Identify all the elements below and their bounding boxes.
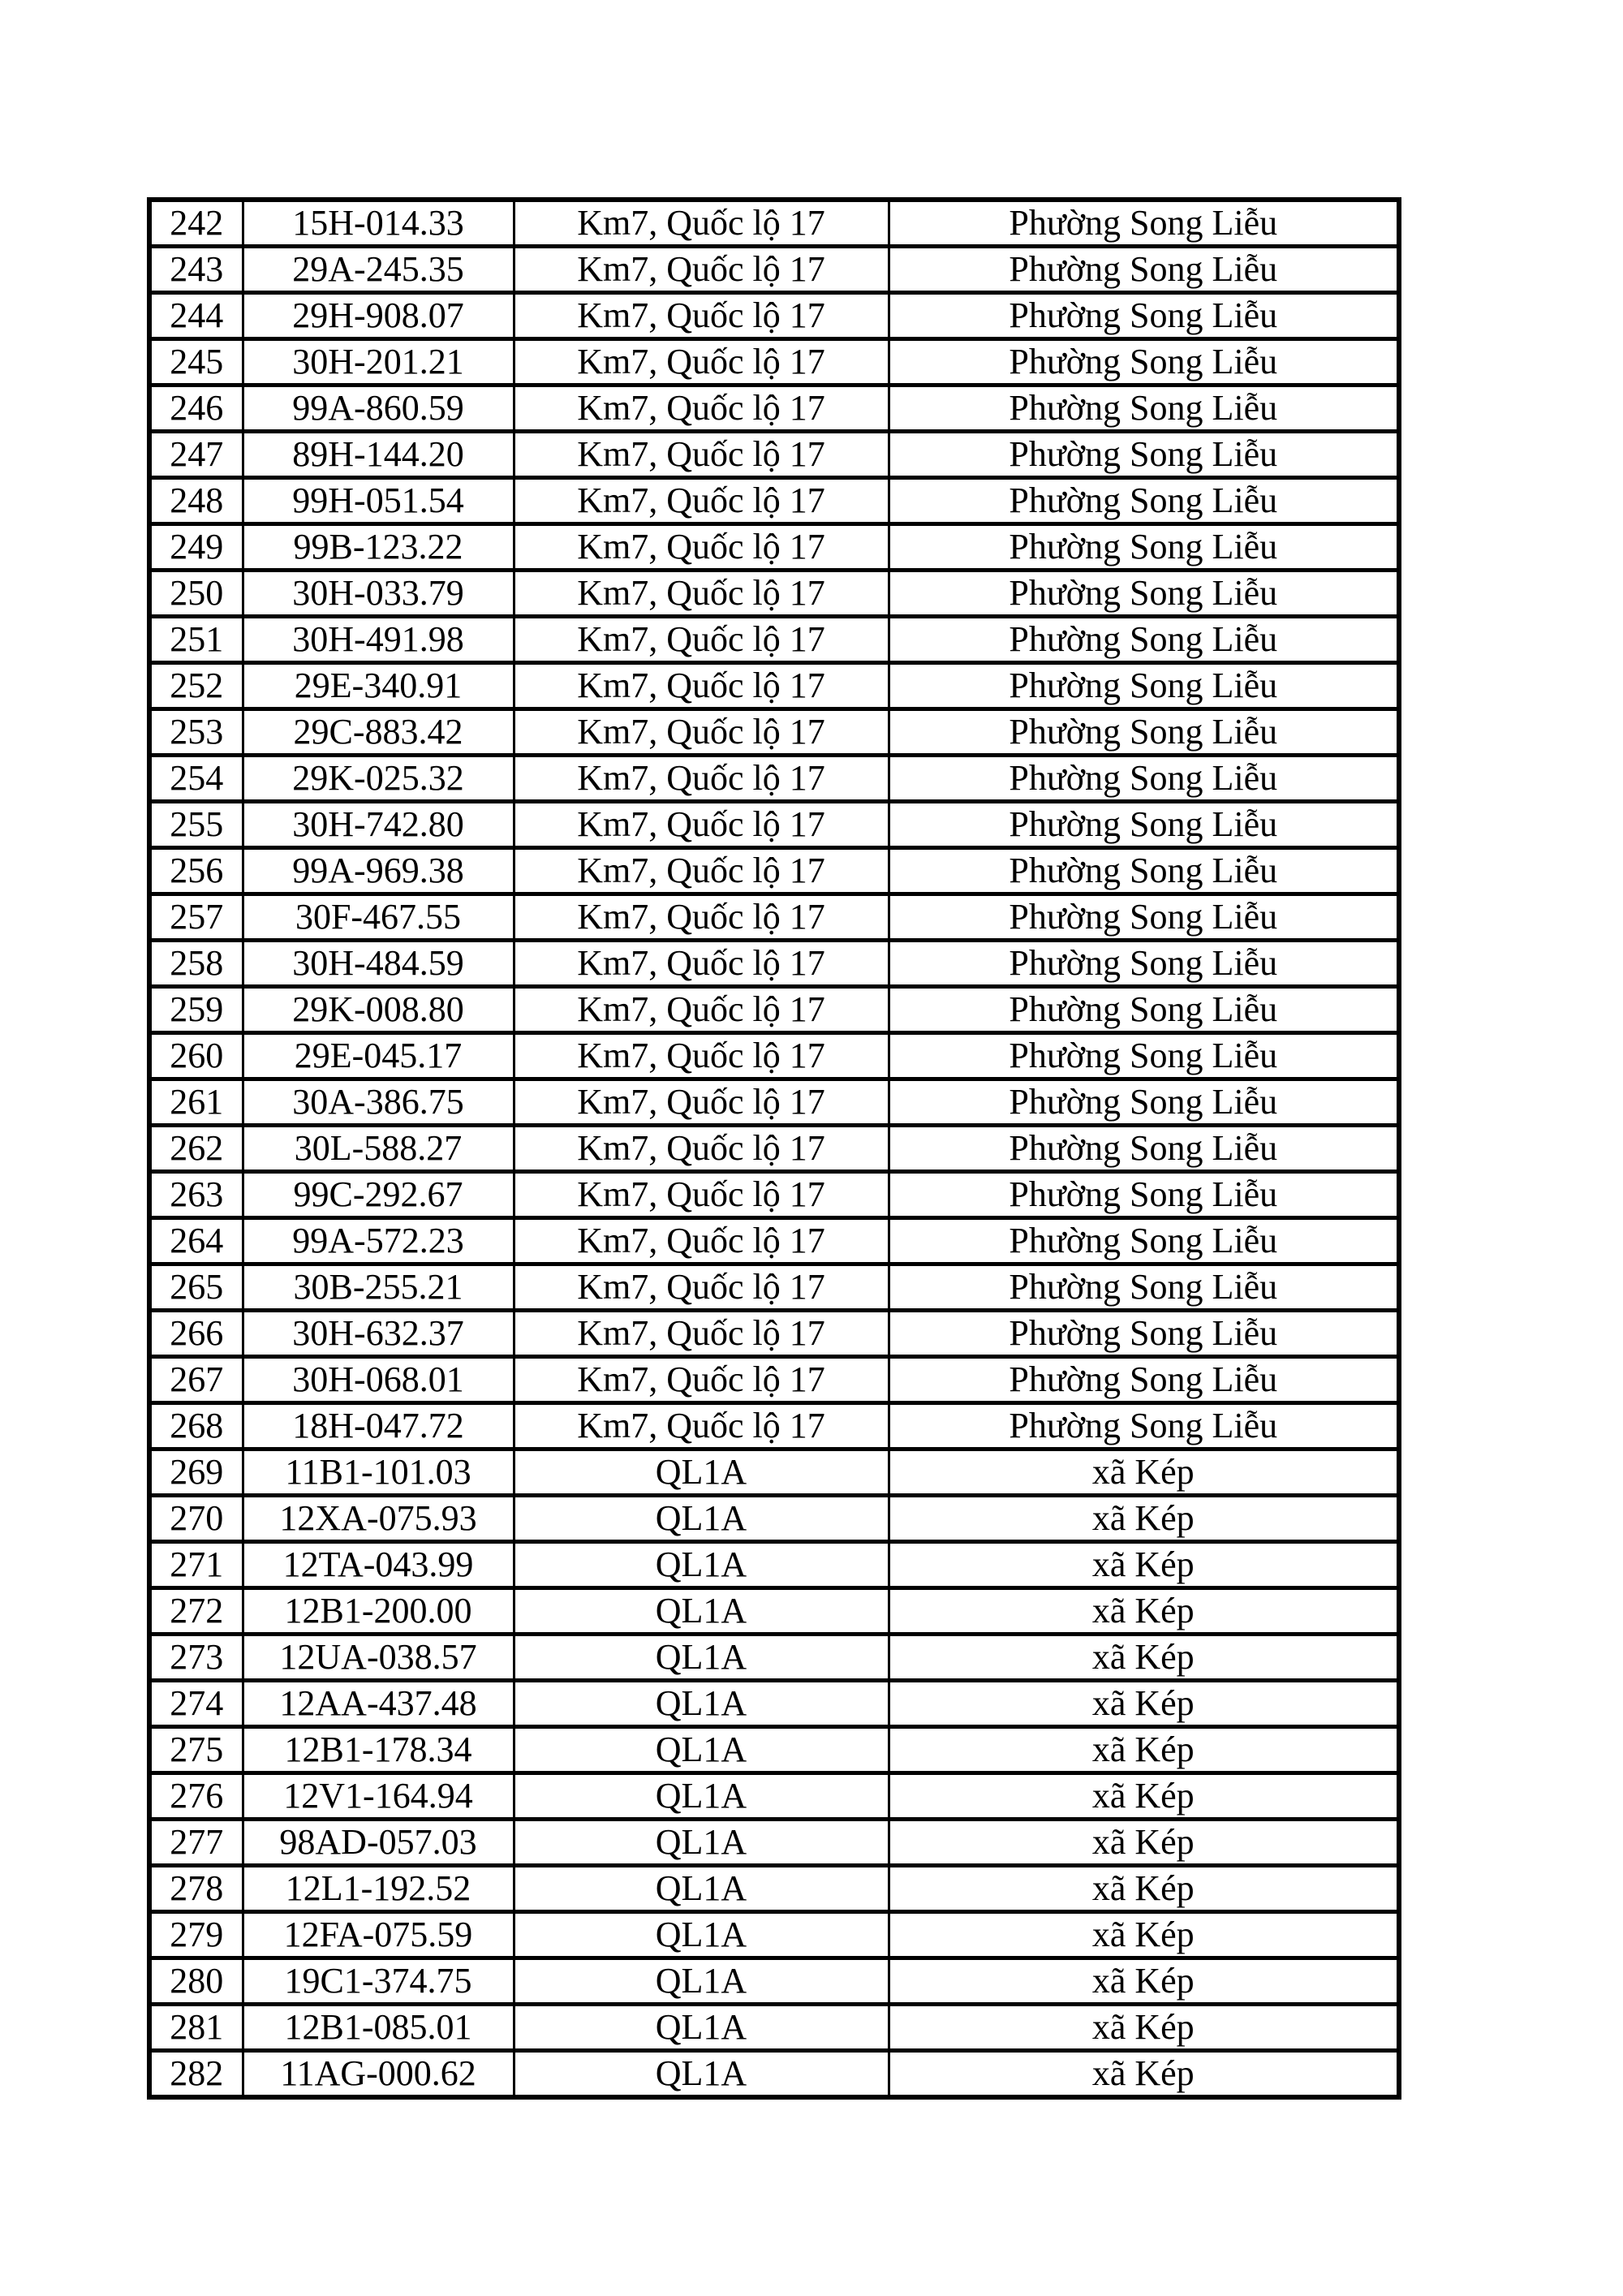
location-cell: QL1A (514, 1450, 889, 1496)
plate-number-cell: 12AA-437.48 (243, 1681, 514, 1727)
location-cell: Km7, Quốc lộ 17 (514, 987, 889, 1033)
ward-cell: Phường Song Liễu (889, 709, 1399, 756)
ward-cell: Phường Song Liễu (889, 247, 1399, 293)
location-cell: Km7, Quốc lộ 17 (514, 1172, 889, 1218)
plate-number-cell: 12V1-164.94 (243, 1773, 514, 1820)
plate-number-cell: 99C-292.67 (243, 1172, 514, 1218)
plate-number-cell: 30H-742.80 (243, 802, 514, 848)
plate-number-cell: 12XA-075.93 (243, 1496, 514, 1542)
plate-number-cell: 29E-340.91 (243, 663, 514, 709)
plate-number-cell: 15H-014.33 (243, 200, 514, 247)
row-number-cell: 272 (149, 1588, 243, 1635)
ward-cell: Phường Song Liễu (889, 987, 1399, 1033)
ward-cell: Phường Song Liễu (889, 1079, 1399, 1126)
location-cell: Km7, Quốc lộ 17 (514, 432, 889, 478)
plate-number-cell: 99H-051.54 (243, 478, 514, 524)
location-cell: QL1A (514, 1773, 889, 1820)
table-row (149, 617, 1399, 663)
row-number-cell: 260 (149, 1033, 243, 1079)
ward-cell: Phường Song Liễu (889, 339, 1399, 386)
row-number-cell: 275 (149, 1727, 243, 1773)
table-row (149, 2005, 1399, 2051)
table-row (149, 432, 1399, 478)
row-number-cell: 253 (149, 709, 243, 756)
location-cell: Km7, Quốc lộ 17 (514, 339, 889, 386)
table-row (149, 802, 1399, 848)
table-row (149, 1450, 1399, 1496)
table-row (149, 1681, 1399, 1727)
row-number-cell: 277 (149, 1820, 243, 1866)
row-number-cell: 266 (149, 1311, 243, 1357)
location-cell: Km7, Quốc lộ 17 (514, 1079, 889, 1126)
table-row (149, 1403, 1399, 1450)
location-cell: Km7, Quốc lộ 17 (514, 941, 889, 987)
location-cell: Km7, Quốc lộ 17 (514, 1403, 889, 1450)
row-number-cell: 270 (149, 1496, 243, 1542)
row-number-cell: 279 (149, 1912, 243, 1958)
ward-cell: Phường Song Liễu (889, 1126, 1399, 1172)
row-number-cell: 271 (149, 1542, 243, 1588)
location-cell: QL1A (514, 1542, 889, 1588)
ward-cell: xã Kép (889, 2051, 1399, 2098)
table-row (149, 1218, 1399, 1264)
location-cell: Km7, Quốc lộ 17 (514, 247, 889, 293)
row-number-cell: 245 (149, 339, 243, 386)
ward-cell: Phường Song Liễu (889, 1311, 1399, 1357)
plate-number-cell: 30H-484.59 (243, 941, 514, 987)
row-number-cell: 273 (149, 1635, 243, 1681)
ward-cell: Phường Song Liễu (889, 1218, 1399, 1264)
plate-number-cell: 18H-047.72 (243, 1403, 514, 1450)
plate-number-cell: 12B1-085.01 (243, 2005, 514, 2051)
row-number-cell: 259 (149, 987, 243, 1033)
location-cell: Km7, Quốc lộ 17 (514, 200, 889, 247)
row-number-cell: 262 (149, 1126, 243, 1172)
ward-cell: Phường Song Liễu (889, 848, 1399, 894)
table-row (149, 1866, 1399, 1912)
row-number-cell: 264 (149, 1218, 243, 1264)
ward-cell: Phường Song Liễu (889, 756, 1399, 802)
location-cell: QL1A (514, 1588, 889, 1635)
ward-cell: Phường Song Liễu (889, 571, 1399, 617)
row-number-cell: 242 (149, 200, 243, 247)
location-cell: QL1A (514, 1681, 889, 1727)
row-number-cell: 254 (149, 756, 243, 802)
ward-cell: xã Kép (889, 1635, 1399, 1681)
plate-number-cell: 30F-467.55 (243, 894, 514, 941)
location-cell: Km7, Quốc lộ 17 (514, 617, 889, 663)
location-cell: Km7, Quốc lộ 17 (514, 1033, 889, 1079)
row-number-cell: 278 (149, 1866, 243, 1912)
ward-cell: Phường Song Liễu (889, 663, 1399, 709)
location-cell: Km7, Quốc lộ 17 (514, 386, 889, 432)
ward-cell: xã Kép (889, 1681, 1399, 1727)
plate-number-cell: 12L1-192.52 (243, 1866, 514, 1912)
plate-number-cell: 12B1-178.34 (243, 1727, 514, 1773)
location-cell: Km7, Quốc lộ 17 (514, 524, 889, 571)
table-row (149, 663, 1399, 709)
ward-cell: xã Kép (889, 1588, 1399, 1635)
ward-cell: Phường Song Liễu (889, 478, 1399, 524)
location-cell: Km7, Quốc lộ 17 (514, 1264, 889, 1311)
table-row (149, 1172, 1399, 1218)
table-row (149, 756, 1399, 802)
table-row (149, 1727, 1399, 1773)
plate-number-cell: 12UA-038.57 (243, 1635, 514, 1681)
plate-number-cell: 29K-008.80 (243, 987, 514, 1033)
location-cell: Km7, Quốc lộ 17 (514, 894, 889, 941)
row-number-cell: 280 (149, 1958, 243, 2005)
table-row (149, 1033, 1399, 1079)
vehicle-table (147, 197, 1401, 2100)
location-cell: Km7, Quốc lộ 17 (514, 293, 889, 339)
location-cell: QL1A (514, 1820, 889, 1866)
ward-cell: Phường Song Liễu (889, 1264, 1399, 1311)
ward-cell: xã Kép (889, 1450, 1399, 1496)
table-row (149, 1912, 1399, 1958)
row-number-cell: 258 (149, 941, 243, 987)
ward-cell: xã Kép (889, 1866, 1399, 1912)
plate-number-cell: 30H-632.37 (243, 1311, 514, 1357)
plate-number-cell: 99B-123.22 (243, 524, 514, 571)
plate-number-cell: 11B1-101.03 (243, 1450, 514, 1496)
plate-number-cell: 29A-245.35 (243, 247, 514, 293)
table-row (149, 1357, 1399, 1403)
location-cell: Km7, Quốc lộ 17 (514, 663, 889, 709)
table-row (149, 1126, 1399, 1172)
row-number-cell: 267 (149, 1357, 243, 1403)
ward-cell: Phường Song Liễu (889, 386, 1399, 432)
location-cell: Km7, Quốc lộ 17 (514, 1126, 889, 1172)
location-cell: Km7, Quốc lộ 17 (514, 756, 889, 802)
plate-number-cell: 89H-144.20 (243, 432, 514, 478)
table-row (149, 1311, 1399, 1357)
location-cell: QL1A (514, 1635, 889, 1681)
ward-cell: Phường Song Liễu (889, 1403, 1399, 1450)
ward-cell: xã Kép (889, 1727, 1399, 1773)
ward-cell: xã Kép (889, 1958, 1399, 2005)
location-cell: Km7, Quốc lộ 17 (514, 1357, 889, 1403)
location-cell: QL1A (514, 1958, 889, 2005)
location-cell: QL1A (514, 2051, 889, 2098)
plate-number-cell: 29K-025.32 (243, 756, 514, 802)
row-number-cell: 247 (149, 432, 243, 478)
location-cell: QL1A (514, 1866, 889, 1912)
plate-number-cell: 19C1-374.75 (243, 1958, 514, 2005)
location-cell: Km7, Quốc lộ 17 (514, 802, 889, 848)
table-row (149, 1542, 1399, 1588)
plate-number-cell: 29E-045.17 (243, 1033, 514, 1079)
plate-number-cell: 30L-588.27 (243, 1126, 514, 1172)
plate-number-cell: 99A-572.23 (243, 1218, 514, 1264)
table-row (149, 941, 1399, 987)
table-row (149, 339, 1399, 386)
row-number-cell: 248 (149, 478, 243, 524)
location-cell: Km7, Quốc lộ 17 (514, 1218, 889, 1264)
ward-cell: Phường Song Liễu (889, 293, 1399, 339)
table-row (149, 1588, 1399, 1635)
row-number-cell: 244 (149, 293, 243, 339)
ward-cell: Phường Song Liễu (889, 941, 1399, 987)
plate-number-cell: 29H-908.07 (243, 293, 514, 339)
ward-cell: Phường Song Liễu (889, 1172, 1399, 1218)
plate-number-cell: 30B-255.21 (243, 1264, 514, 1311)
table-row (149, 571, 1399, 617)
row-number-cell: 257 (149, 894, 243, 941)
table-row (149, 1079, 1399, 1126)
plate-number-cell: 11AG-000.62 (243, 2051, 514, 2098)
row-number-cell: 250 (149, 571, 243, 617)
table-row (149, 293, 1399, 339)
plate-number-cell: 30H-201.21 (243, 339, 514, 386)
ward-cell: Phường Song Liễu (889, 1033, 1399, 1079)
table-row (149, 478, 1399, 524)
plate-number-cell: 30A-386.75 (243, 1079, 514, 1126)
location-cell: QL1A (514, 1912, 889, 1958)
plate-number-cell: 99A-969.38 (243, 848, 514, 894)
plate-number-cell: 30H-491.98 (243, 617, 514, 663)
row-number-cell: 261 (149, 1079, 243, 1126)
row-number-cell: 268 (149, 1403, 243, 1450)
ward-cell: Phường Song Liễu (889, 432, 1399, 478)
ward-cell: xã Kép (889, 1820, 1399, 1866)
location-cell: Km7, Quốc lộ 17 (514, 709, 889, 756)
table-row (149, 709, 1399, 756)
row-number-cell: 263 (149, 1172, 243, 1218)
row-number-cell: 256 (149, 848, 243, 894)
location-cell: QL1A (514, 1496, 889, 1542)
row-number-cell: 251 (149, 617, 243, 663)
table-row (149, 1496, 1399, 1542)
row-number-cell: 252 (149, 663, 243, 709)
row-number-cell: 255 (149, 802, 243, 848)
plate-number-cell: 30H-068.01 (243, 1357, 514, 1403)
ward-cell: Phường Song Liễu (889, 894, 1399, 941)
row-number-cell: 274 (149, 1681, 243, 1727)
ward-cell: xã Kép (889, 1542, 1399, 1588)
table-row (149, 1820, 1399, 1866)
plate-number-cell: 30H-033.79 (243, 571, 514, 617)
row-number-cell: 276 (149, 1773, 243, 1820)
location-cell: QL1A (514, 2005, 889, 2051)
plate-number-cell: 98AD-057.03 (243, 1820, 514, 1866)
row-number-cell: 282 (149, 2051, 243, 2098)
table-row (149, 987, 1399, 1033)
plate-number-cell: 29C-883.42 (243, 709, 514, 756)
table-row (149, 1635, 1399, 1681)
ward-cell: xã Kép (889, 1912, 1399, 1958)
ward-cell: xã Kép (889, 2005, 1399, 2051)
row-number-cell: 281 (149, 2005, 243, 2051)
ward-cell: xã Kép (889, 1496, 1399, 1542)
ward-cell: Phường Song Liễu (889, 200, 1399, 247)
plate-number-cell: 12TA-043.99 (243, 1542, 514, 1588)
plate-number-cell: 99A-860.59 (243, 386, 514, 432)
table-row (149, 1773, 1399, 1820)
location-cell: Km7, Quốc lộ 17 (514, 848, 889, 894)
plate-number-cell: 12FA-075.59 (243, 1912, 514, 1958)
table-row (149, 1958, 1399, 2005)
row-number-cell: 246 (149, 386, 243, 432)
table-row (149, 2051, 1399, 2098)
location-cell: Km7, Quốc lộ 17 (514, 1311, 889, 1357)
ward-cell: Phường Song Liễu (889, 802, 1399, 848)
plate-number-cell: 12B1-200.00 (243, 1588, 514, 1635)
location-cell: Km7, Quốc lộ 17 (514, 478, 889, 524)
ward-cell: Phường Song Liễu (889, 1357, 1399, 1403)
table-row (149, 200, 1399, 247)
table-row (149, 524, 1399, 571)
row-number-cell: 249 (149, 524, 243, 571)
table-row (149, 894, 1399, 941)
table-row (149, 386, 1399, 432)
ward-cell: Phường Song Liễu (889, 524, 1399, 571)
ward-cell: Phường Song Liễu (889, 617, 1399, 663)
row-number-cell: 265 (149, 1264, 243, 1311)
table-row (149, 848, 1399, 894)
location-cell: QL1A (514, 1727, 889, 1773)
row-number-cell: 243 (149, 247, 243, 293)
table-row (149, 247, 1399, 293)
ward-cell: xã Kép (889, 1773, 1399, 1820)
table-body (149, 200, 1399, 2097)
row-number-cell: 269 (149, 1450, 243, 1496)
location-cell: Km7, Quốc lộ 17 (514, 571, 889, 617)
table-row (149, 1264, 1399, 1311)
